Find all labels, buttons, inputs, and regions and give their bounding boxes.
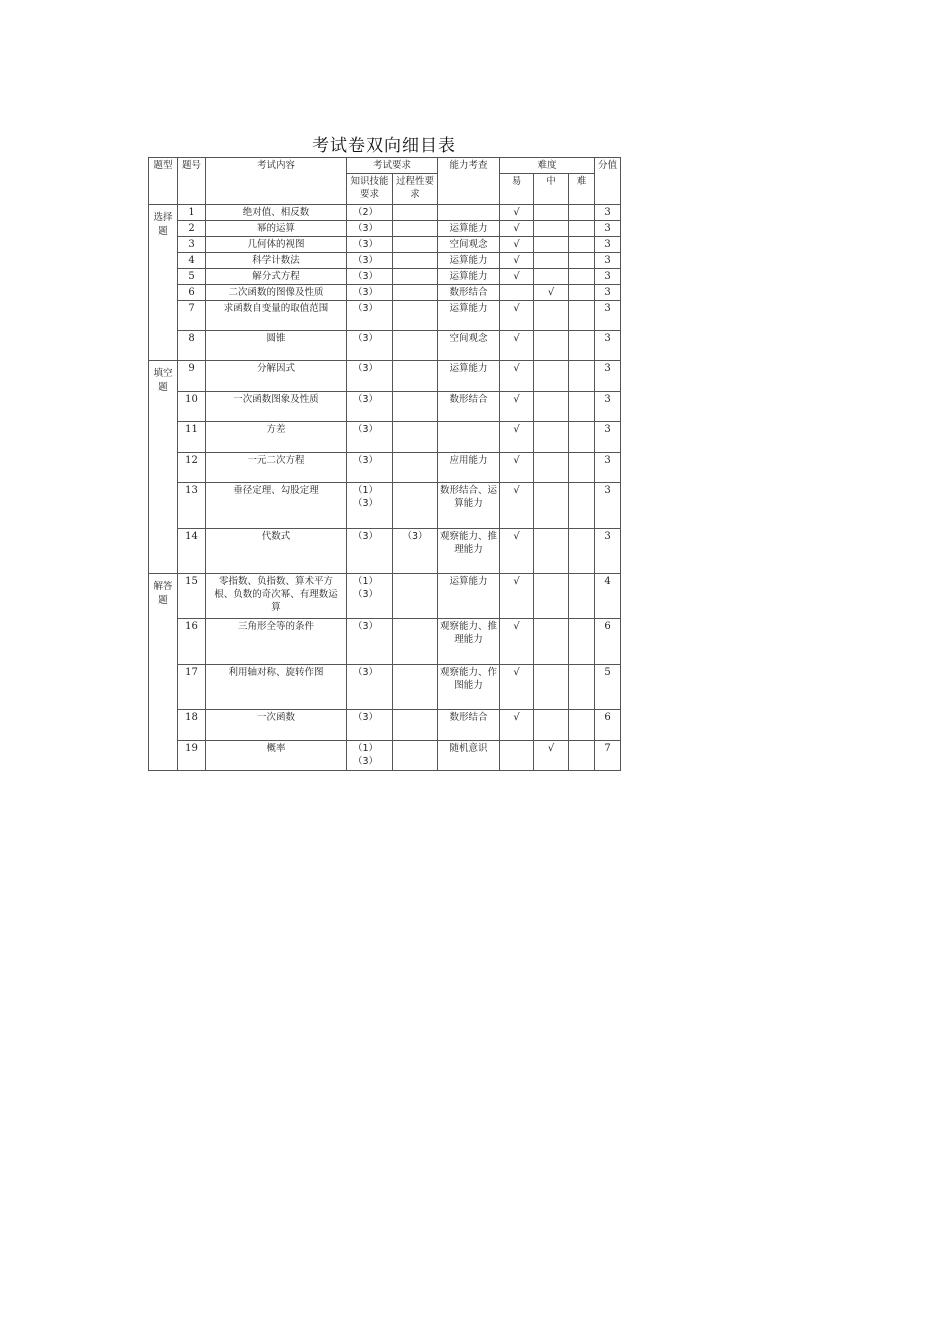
- knowledge-requirement-cell: （3）: [347, 285, 393, 301]
- table-row: [149, 269, 621, 285]
- question-type-cell: 解答题: [149, 574, 178, 771]
- easy-cell: √: [500, 237, 534, 253]
- hard-cell: [569, 529, 595, 574]
- hard-cell: [569, 205, 595, 221]
- score-cell: 3: [595, 483, 621, 529]
- knowledge-requirement-cell: （3）: [347, 665, 393, 710]
- knowledge-requirement-cell: （3）: [347, 253, 393, 269]
- table-row: [149, 453, 621, 483]
- process-requirement-cell: [393, 269, 438, 285]
- process-requirement-cell: [393, 221, 438, 237]
- table-row: [149, 422, 621, 453]
- score-cell: 4: [595, 574, 621, 619]
- score-cell: 6: [595, 710, 621, 741]
- content-cell: 分解因式: [206, 361, 347, 392]
- knowledge-requirement-cell: （3）: [347, 529, 393, 574]
- easy-cell: √: [500, 574, 534, 619]
- process-requirement-cell: [393, 710, 438, 741]
- medium-cell: [534, 574, 569, 619]
- content-cell: 零指数、负指数、算术平方根、负数的奇次幂、有理数运算: [206, 574, 347, 619]
- process-requirement-cell: [393, 361, 438, 392]
- question-type-cell: 填空题: [149, 361, 178, 574]
- hard-cell: [569, 285, 595, 301]
- medium-cell: [534, 331, 569, 361]
- knowledge-requirement-cell: （3）: [347, 392, 393, 422]
- score-cell: 3: [595, 269, 621, 285]
- medium-cell: [534, 483, 569, 529]
- ability-cell: 数形结合: [438, 285, 500, 301]
- question-number-cell: 1: [178, 205, 206, 221]
- header-hard: 难: [569, 174, 595, 205]
- easy-cell: √: [500, 710, 534, 741]
- medium-cell: [534, 392, 569, 422]
- header-medium: 中: [534, 174, 569, 205]
- process-requirement-cell: [393, 285, 438, 301]
- table-row: [149, 392, 621, 422]
- score-cell: 3: [595, 205, 621, 221]
- score-cell: 3: [595, 361, 621, 392]
- score-cell: 3: [595, 453, 621, 483]
- table-row: [149, 710, 621, 741]
- medium-cell: [534, 253, 569, 269]
- easy-cell: √: [500, 619, 534, 665]
- score-cell: 3: [595, 331, 621, 361]
- question-number-cell: 17: [178, 665, 206, 710]
- content-cell: 幂的运算: [206, 221, 347, 237]
- hard-cell: [569, 574, 595, 619]
- question-number-cell: 4: [178, 253, 206, 269]
- easy-cell: √: [500, 422, 534, 453]
- hard-cell: [569, 301, 595, 331]
- table-row: [149, 361, 621, 392]
- process-requirement-cell: [393, 422, 438, 453]
- hard-cell: [569, 422, 595, 453]
- hard-cell: [569, 619, 595, 665]
- table-row: [149, 483, 621, 529]
- question-number-cell: 11: [178, 422, 206, 453]
- ability-cell: 应用能力: [438, 453, 500, 483]
- medium-cell: √: [534, 285, 569, 301]
- question-number-cell: 5: [178, 269, 206, 285]
- easy-cell: √: [500, 665, 534, 710]
- easy-cell: √: [500, 453, 534, 483]
- content-cell: 二次函数的图像及性质: [206, 285, 347, 301]
- easy-cell: √: [500, 269, 534, 285]
- process-requirement-cell: [393, 392, 438, 422]
- easy-cell: √: [500, 361, 534, 392]
- knowledge-requirement-cell: （3）: [347, 221, 393, 237]
- table-row: [149, 237, 621, 253]
- easy-cell: √: [500, 392, 534, 422]
- header-difficulty: 难度: [500, 158, 595, 174]
- knowledge-requirement-cell: （3）: [347, 619, 393, 665]
- hard-cell: [569, 361, 595, 392]
- hard-cell: [569, 237, 595, 253]
- score-cell: 3: [595, 237, 621, 253]
- easy-cell: √: [500, 205, 534, 221]
- knowledge-requirement-cell: （3）: [347, 331, 393, 361]
- process-requirement-cell: [393, 237, 438, 253]
- content-cell: 求函数自变量的取值范围: [206, 301, 347, 331]
- header-ability: 能力考查: [438, 158, 500, 205]
- medium-cell: [534, 619, 569, 665]
- ability-cell: 随机意识: [438, 741, 500, 771]
- hard-cell: [569, 269, 595, 285]
- content-cell: 一次函数图象及性质: [206, 392, 347, 422]
- question-number-cell: 16: [178, 619, 206, 665]
- process-requirement-cell: [393, 331, 438, 361]
- ability-cell: 运算能力: [438, 221, 500, 237]
- table-row: [149, 205, 621, 221]
- content-cell: 科学计数法: [206, 253, 347, 269]
- hard-cell: [569, 741, 595, 771]
- header-knowledge: 知识技能要求: [347, 174, 393, 205]
- content-cell: 几何体的视图: [206, 237, 347, 253]
- knowledge-requirement-cell: （3）: [347, 269, 393, 285]
- question-number-cell: 19: [178, 741, 206, 771]
- knowledge-requirement-cell: （3）: [347, 710, 393, 741]
- medium-cell: [534, 301, 569, 331]
- ability-cell: 运算能力: [438, 574, 500, 619]
- score-cell: 3: [595, 285, 621, 301]
- content-cell: 概率: [206, 741, 347, 771]
- process-requirement-cell: [393, 453, 438, 483]
- knowledge-requirement-cell: （3）: [347, 237, 393, 253]
- content-cell: 一次函数: [206, 710, 347, 741]
- easy-cell: √: [500, 529, 534, 574]
- table-body: [149, 205, 621, 771]
- question-number-cell: 2: [178, 221, 206, 237]
- content-cell: 绝对值、相反数: [206, 205, 347, 221]
- easy-cell: [500, 285, 534, 301]
- process-requirement-cell: [393, 741, 438, 771]
- table-row: [149, 331, 621, 361]
- detail-table: [148, 157, 621, 771]
- question-number-cell: 3: [178, 237, 206, 253]
- hard-cell: [569, 221, 595, 237]
- hard-cell: [569, 453, 595, 483]
- question-number-cell: 18: [178, 710, 206, 741]
- score-cell: 3: [595, 301, 621, 331]
- medium-cell: [534, 237, 569, 253]
- content-cell: 圆锥: [206, 331, 347, 361]
- content-cell: 方差: [206, 422, 347, 453]
- ability-cell: [438, 205, 500, 221]
- easy-cell: √: [500, 301, 534, 331]
- question-number-cell: 7: [178, 301, 206, 331]
- knowledge-requirement-cell: （2）: [347, 205, 393, 221]
- content-cell: 一元二次方程: [206, 453, 347, 483]
- score-cell: 3: [595, 392, 621, 422]
- table-row: [149, 619, 621, 665]
- ability-cell: 观察能力、作图能力: [438, 665, 500, 710]
- hard-cell: [569, 331, 595, 361]
- content-cell: 解分式方程: [206, 269, 347, 285]
- medium-cell: [534, 665, 569, 710]
- header-requirement: 考试要求: [347, 158, 438, 174]
- easy-cell: √: [500, 253, 534, 269]
- medium-cell: [534, 529, 569, 574]
- header-easy: 易: [500, 174, 534, 205]
- hard-cell: [569, 253, 595, 269]
- knowledge-requirement-cell: （3）: [347, 301, 393, 331]
- medium-cell: [534, 269, 569, 285]
- hard-cell: [569, 710, 595, 741]
- ability-cell: 空间观念: [438, 331, 500, 361]
- question-number-cell: 8: [178, 331, 206, 361]
- score-cell: 3: [595, 422, 621, 453]
- easy-cell: [500, 741, 534, 771]
- easy-cell: √: [500, 331, 534, 361]
- process-requirement-cell: [393, 619, 438, 665]
- ability-cell: 运算能力: [438, 253, 500, 269]
- content-cell: 利用轴对称、旋转作图: [206, 665, 347, 710]
- content-cell: 垂径定理、勾股定理: [206, 483, 347, 529]
- header-process: 过程性要求: [393, 174, 438, 205]
- process-requirement-cell: [393, 574, 438, 619]
- ability-cell: 数形结合: [438, 392, 500, 422]
- table-row: [149, 741, 621, 771]
- ability-cell: 数形结合: [438, 710, 500, 741]
- knowledge-requirement-cell: （3）: [347, 453, 393, 483]
- question-number-cell: 6: [178, 285, 206, 301]
- medium-cell: [534, 422, 569, 453]
- process-requirement-cell: （3）: [393, 529, 438, 574]
- easy-cell: √: [500, 483, 534, 529]
- header-content: 考试内容: [206, 158, 347, 205]
- ability-cell: 数形结合、运算能力: [438, 483, 500, 529]
- medium-cell: [534, 710, 569, 741]
- knowledge-requirement-cell: （1） （3）: [347, 741, 393, 771]
- medium-cell: [534, 205, 569, 221]
- process-requirement-cell: [393, 665, 438, 710]
- header-type: 题型: [149, 158, 178, 205]
- table-row: [149, 574, 621, 619]
- score-cell: 5: [595, 665, 621, 710]
- table-row: [149, 529, 621, 574]
- question-number-cell: 13: [178, 483, 206, 529]
- score-cell: 6: [595, 619, 621, 665]
- score-cell: 3: [595, 253, 621, 269]
- table-row: [149, 285, 621, 301]
- medium-cell: √: [534, 741, 569, 771]
- medium-cell: [534, 361, 569, 392]
- easy-cell: √: [500, 221, 534, 237]
- question-number-cell: 10: [178, 392, 206, 422]
- process-requirement-cell: [393, 483, 438, 529]
- ability-cell: 运算能力: [438, 269, 500, 285]
- question-number-cell: 14: [178, 529, 206, 574]
- ability-cell: 观察能力、推理能力: [438, 529, 500, 574]
- table-row: [149, 301, 621, 331]
- process-requirement-cell: [393, 205, 438, 221]
- process-requirement-cell: [393, 301, 438, 331]
- knowledge-requirement-cell: （1） （3）: [347, 483, 393, 529]
- question-type-cell: 选择题: [149, 205, 178, 361]
- ability-cell: 运算能力: [438, 301, 500, 331]
- content-cell: 代数式: [206, 529, 347, 574]
- table-row: [149, 253, 621, 269]
- score-cell: 3: [595, 221, 621, 237]
- header-score: 分值: [595, 158, 621, 205]
- ability-cell: [438, 422, 500, 453]
- medium-cell: [534, 221, 569, 237]
- knowledge-requirement-cell: （3）: [347, 361, 393, 392]
- knowledge-requirement-cell: （1） （3）: [347, 574, 393, 619]
- hard-cell: [569, 392, 595, 422]
- header-number: 题号: [178, 158, 206, 205]
- page-title: 考试卷双向细目表: [312, 136, 456, 156]
- table-row: [149, 221, 621, 237]
- table-row: [149, 665, 621, 710]
- score-cell: 3: [595, 529, 621, 574]
- ability-cell: 空间观念: [438, 237, 500, 253]
- process-requirement-cell: [393, 253, 438, 269]
- knowledge-requirement-cell: （3）: [347, 422, 393, 453]
- question-number-cell: 12: [178, 453, 206, 483]
- ability-cell: 运算能力: [438, 361, 500, 392]
- hard-cell: [569, 483, 595, 529]
- score-cell: 7: [595, 741, 621, 771]
- medium-cell: [534, 453, 569, 483]
- question-number-cell: 15: [178, 574, 206, 619]
- hard-cell: [569, 665, 595, 710]
- content-cell: 三角形全等的条件: [206, 619, 347, 665]
- ability-cell: 观察能力、推理能力: [438, 619, 500, 665]
- question-number-cell: 9: [178, 361, 206, 392]
